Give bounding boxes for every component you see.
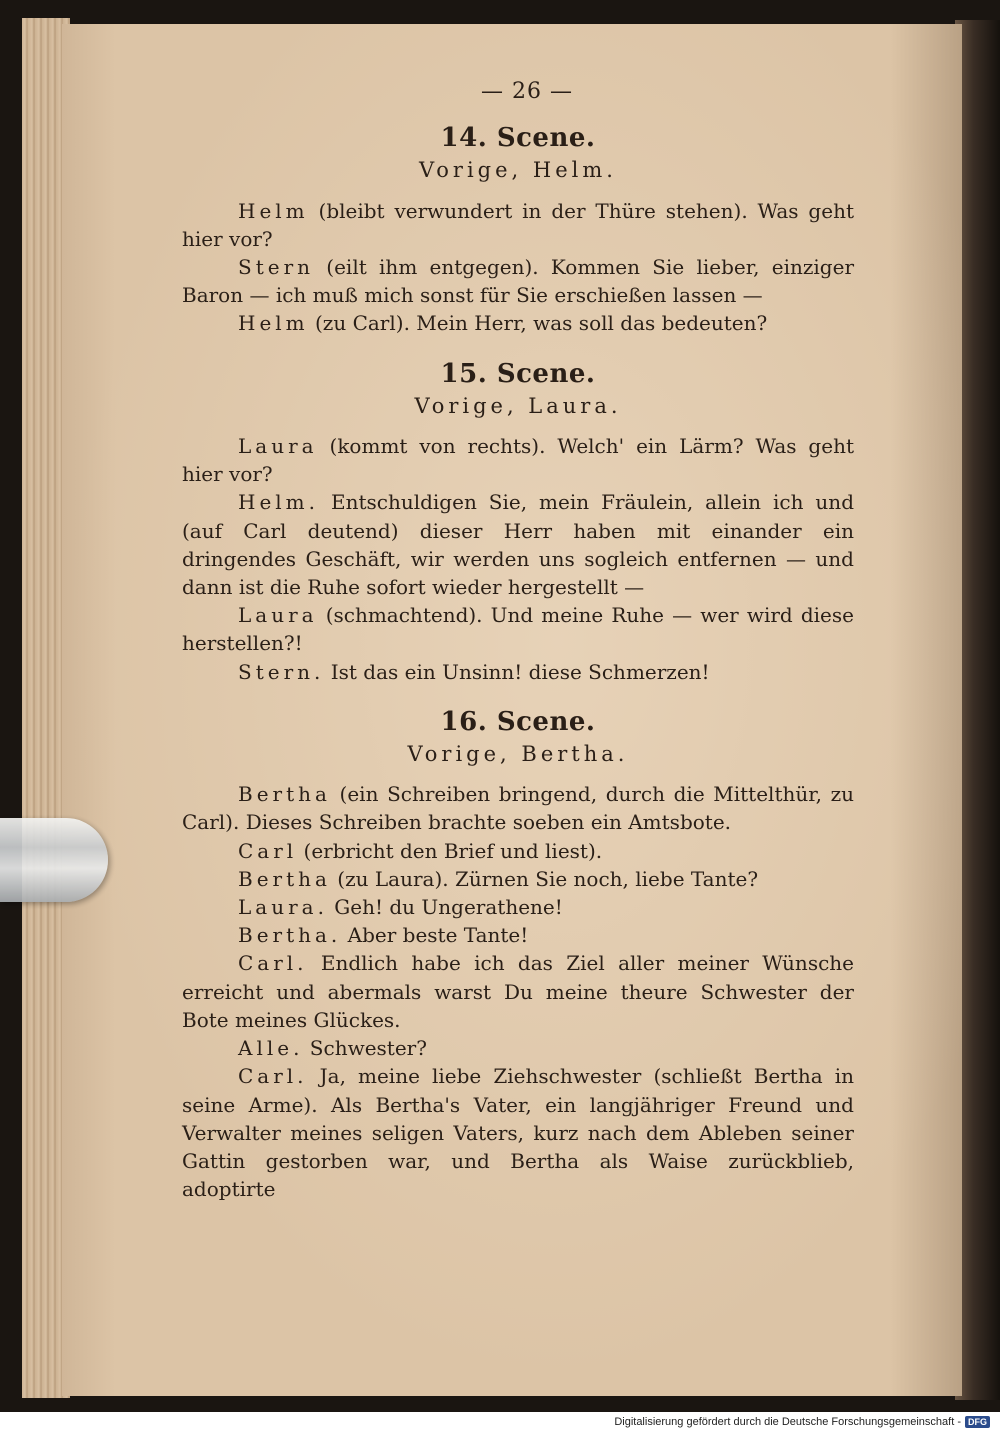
dialogue-line [182, 921, 854, 949]
dialogue-line [182, 1062, 854, 1203]
scene-cast [182, 156, 854, 184]
speaker-name: Carl [238, 838, 298, 863]
footer-credit: Digitalisierung gefördert durch die Deutsche Forschungsgemeinschaft - [614, 1416, 961, 1428]
scene-heading: 14. Scene. [440, 123, 596, 154]
dialogue-line [182, 893, 854, 921]
speaker-name: Bertha [238, 782, 331, 807]
dialogue-line [182, 309, 854, 337]
cast-text: Vorige, Bertha. [407, 742, 629, 767]
digitization-footer [0, 1412, 1000, 1432]
speaker-name: Laura [238, 434, 318, 459]
dfg-logo: DFG [965, 1416, 990, 1428]
speaker-name: Stern. [238, 659, 325, 684]
dialogue-text: Ja, meine liebe Ziehschwester (schließt Bertha in seine Arme). Als Bertha's Vater, ein langjähriger Freund und Verwalter meines seligen Vaters, kurz nach dem Ableben seiner Gattin gestorben war, und Bertha als Waise zurückblieb, adoptirte [182, 1064, 854, 1202]
speaker-name: Laura [238, 603, 318, 628]
speaker-name: Bertha [238, 866, 331, 891]
speaker-name: Alle. [238, 1036, 304, 1061]
cast-text: Vorige, Laura. [414, 393, 622, 418]
dialogue-line [182, 865, 854, 893]
speaker-name: Helm [238, 311, 309, 336]
dialogue-text: Geh! du Ungerathene! [327, 895, 563, 920]
dialogue-line [182, 253, 854, 309]
dialogue-line [182, 488, 854, 601]
page-number: — 26 — [481, 79, 573, 104]
speaker-name: Stern [238, 255, 315, 280]
scene-heading: 15. Scene. [440, 358, 596, 389]
dialogue-text: Endlich habe ich das Ziel aller meiner Wünsche erreicht und abermals warst Du meine theure Schwester der Bote meines Glückes. [182, 951, 854, 1032]
dialogue-text: (zu Carl). Mein Herr, was soll das bedeuten? [308, 311, 768, 336]
dialogue-text: (schmachtend). Und meine Ruhe — wer wird diese herstellen?! [182, 603, 854, 656]
dialogue-line [182, 1034, 854, 1062]
dialogue-line [182, 197, 854, 253]
scene-cast [182, 392, 854, 420]
dialogue-text: (ein Schreiben bringend, durch die Mittelthür, zu Carl). Dieses Schreiben brachte soeben ein Amtsbote. [182, 782, 854, 835]
dialogue-line [182, 949, 854, 1034]
dialogue-text: (zu Laura). Zürnen Sie noch, liebe Tante? [330, 866, 759, 891]
cast-text: Vorige, Helm. [419, 158, 617, 183]
dialogue-text: (bleibt verwundert in der Thüre stehen). Was geht hier vor? [182, 198, 854, 251]
dialogue-text: Schwester? [303, 1036, 427, 1061]
scene-cast [182, 740, 854, 768]
dialogue-line [182, 432, 854, 488]
dialogue-text: Aber beste Tante! [341, 923, 529, 948]
dialogue-text: (eilt ihm entgegen). Kommen Sie lieber, einziger Baron — ich muß mich sonst für Sie erschießen lassen — [182, 255, 854, 308]
page-text [182, 78, 854, 1203]
dialogue-line [182, 601, 854, 657]
speaker-name: Laura. [238, 895, 328, 920]
dialogue-line [182, 658, 854, 686]
dialogue-line [182, 837, 854, 865]
scene-heading: 16. Scene. [440, 706, 596, 737]
dialogue-text: Ist das ein Unsinn! diese Schmerzen! [324, 659, 710, 684]
speaker-name: Carl. [238, 951, 308, 976]
speaker-name: Helm. [238, 490, 319, 515]
speaker-name: Carl. [238, 1064, 308, 1089]
dialogue-text: (kommt von rechts). Welch' ein Lärm? Was geht hier vor? [182, 434, 854, 487]
dialogue-text: Entschuldigen Sie, mein Fräulein, allein ich und (auf Carl deutend) dieser Herr haben mit einander ein dringendes Geschäft, wir werden uns sogleich entfernen — und dann ist die Ruhe sofort wieder hergestellt — [182, 490, 854, 600]
dialogue-text: (erbricht den Brief und liest). [297, 838, 603, 863]
page-clip [0, 818, 108, 902]
dialogue-line [182, 780, 854, 836]
speaker-name: Helm [238, 198, 309, 223]
speaker-name: Bertha. [238, 923, 342, 948]
